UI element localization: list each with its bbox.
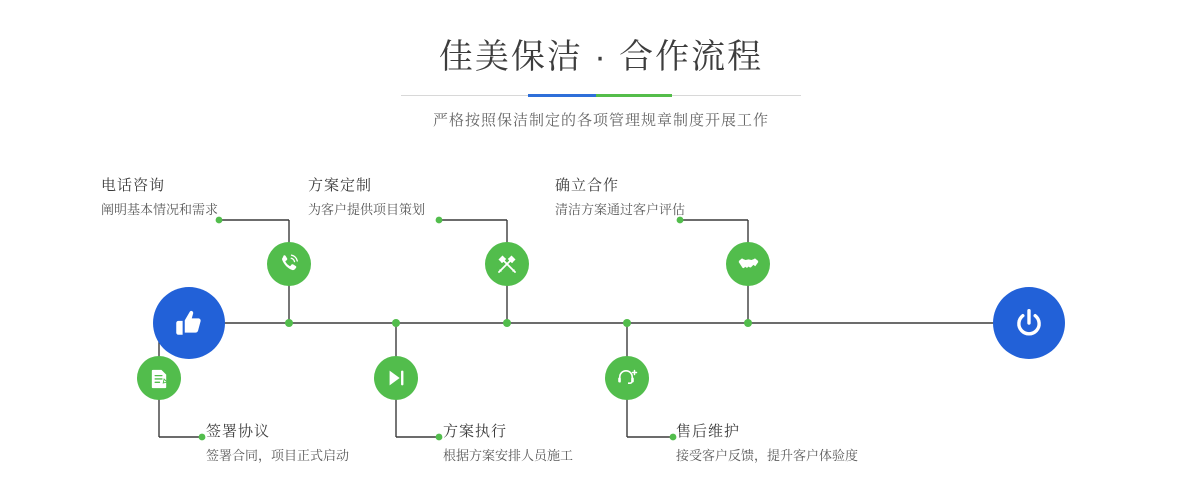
node-step-6[interactable] <box>605 356 649 400</box>
power-icon <box>1011 305 1047 341</box>
pencil-ruler-icon <box>495 252 519 276</box>
step-desc: 根据方案安排人员施工 <box>443 448 574 463</box>
step-title: 方案执行 <box>443 423 508 440</box>
play-forward-icon <box>385 367 407 389</box>
process-flow <box>0 150 1202 502</box>
page-subtitle: 严格按照保洁制定的各项管理规章制度开展工作 <box>432 112 769 129</box>
node-step-4[interactable] <box>374 356 418 400</box>
node-step-3[interactable] <box>485 242 529 286</box>
step-desc: 清洁方案通过客户评估 <box>555 202 686 217</box>
step-title: 方案定制 <box>308 177 373 194</box>
divider-accent-green <box>596 94 672 97</box>
label-step-2 <box>206 422 349 466</box>
step-desc: 签署合同，项目正式启动 <box>206 448 350 463</box>
flow-end-endpoint[interactable] <box>993 287 1065 359</box>
node-step-5[interactable] <box>726 242 770 286</box>
page-title: 佳美保洁 · 合作流程 <box>438 38 764 76</box>
title-divider <box>401 94 801 97</box>
handshake-icon <box>736 252 761 277</box>
divider-accent-blue <box>528 94 596 97</box>
label-step-4 <box>443 422 573 466</box>
step-desc: 为客户提供项目策划 <box>308 202 426 217</box>
page-header <box>0 34 1202 130</box>
node-step-2[interactable] <box>137 356 181 400</box>
step-desc: 接受客户反馈，提升客户体验度 <box>676 448 859 463</box>
label-step-6 <box>676 422 858 466</box>
label-step-1 <box>101 176 218 220</box>
thumbs-up-icon <box>172 306 206 340</box>
label-step-5 <box>555 176 685 220</box>
label-step-3 <box>308 176 425 220</box>
phone-call-icon <box>277 252 301 276</box>
node-step-1[interactable] <box>267 242 311 286</box>
step-desc: 阐明基本情况和需求 <box>101 202 219 217</box>
step-title: 售后维护 <box>676 423 741 440</box>
step-title: 签署协议 <box>206 423 271 440</box>
flow-start-endpoint[interactable] <box>153 287 225 359</box>
step-title: 确立合作 <box>555 177 620 194</box>
document-edit-icon <box>148 367 171 390</box>
step-title: 电话咨询 <box>101 177 166 194</box>
customer-support-icon <box>615 366 639 390</box>
